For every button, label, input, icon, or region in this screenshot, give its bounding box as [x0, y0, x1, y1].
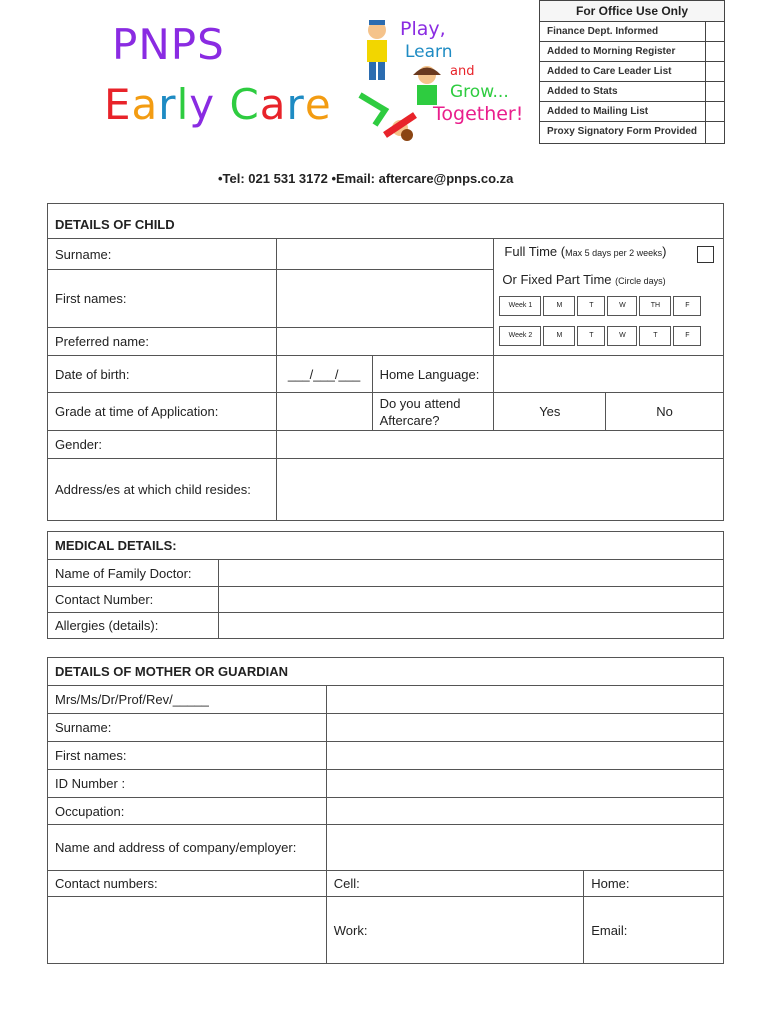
work-field[interactable] [326, 897, 583, 964]
day-option[interactable]: M [543, 326, 575, 346]
contact-numbers-blank [48, 897, 327, 964]
part-time-label: Or Fixed Part Time [502, 272, 612, 287]
aftercare-label: Do you attend Aftercare? [372, 393, 494, 431]
cell-field[interactable] [326, 871, 583, 897]
contact-numbers-label: Contact numbers: [48, 871, 327, 897]
home-language-label: Home Language: [372, 356, 494, 393]
mother-details-table [47, 657, 724, 964]
full-time-checkbox[interactable] [697, 246, 714, 263]
medical-contact-field[interactable] [218, 587, 723, 613]
occupation-field[interactable] [326, 798, 723, 825]
medical-details-table [47, 531, 724, 639]
contact-line: •Tel: 021 531 3172 •Email: aftercare@pnps.co.za [218, 171, 514, 186]
email-field[interactable] [584, 897, 724, 964]
employer-field[interactable] [326, 825, 723, 871]
gender-label: Gender: [48, 431, 277, 459]
logo-early-care: Early Care [104, 80, 332, 129]
office-use-title: For Office Use Only [540, 1, 724, 22]
office-item-label: Added to Mailing List [547, 106, 649, 117]
address-field[interactable] [276, 459, 723, 521]
home-language-field[interactable] [494, 356, 724, 393]
office-checkbox[interactable] [705, 82, 724, 101]
part-time-option [502, 272, 665, 287]
week1-days [499, 296, 703, 316]
week2-days [499, 326, 703, 346]
office-checkbox[interactable] [705, 62, 724, 81]
logo-pnps: PNPS [112, 20, 225, 69]
day-option[interactable]: M [543, 296, 575, 316]
home-field[interactable] [584, 871, 724, 897]
salutation-label: Mrs/Ms/Dr/Prof/Rev/_____ [48, 686, 327, 714]
child-details-table [47, 203, 724, 521]
office-row [540, 42, 724, 62]
email-label: Email: [591, 922, 628, 938]
section-title: DETAILS OF CHILD [48, 204, 724, 239]
office-row [540, 82, 724, 102]
doctor-label: Name of Family Doctor: [48, 560, 219, 587]
section-title: MEDICAL DETAILS: [48, 532, 724, 560]
office-item-label: Finance Dept. Informed [547, 26, 659, 37]
office-checkbox[interactable] [705, 122, 724, 143]
week-label: Week 1 [499, 296, 541, 316]
day-option[interactable]: T [577, 326, 605, 346]
mother-surname-field[interactable] [326, 714, 723, 742]
office-item-label: Added to Care Leader List [547, 66, 672, 77]
office-row [540, 122, 724, 144]
office-checkbox[interactable] [705, 22, 724, 41]
attendance-options [494, 239, 724, 356]
first-names-field[interactable] [276, 270, 494, 328]
full-time-close: ) [662, 244, 667, 259]
aftercare-yes[interactable]: Yes [494, 393, 606, 431]
office-item-label: Proxy Signatory Form Provided [547, 126, 698, 137]
day-option[interactable]: W [607, 296, 637, 316]
mother-surname-label: Surname: [48, 714, 327, 742]
employer-label: Name and address of company/employer: [48, 825, 327, 871]
art-word-learn: Learn [405, 42, 453, 62]
office-row [540, 102, 724, 122]
week-label: Week 2 [499, 326, 541, 346]
art-word-together: Together! [433, 103, 524, 125]
office-row [540, 22, 724, 42]
address-label: Address/es at which child resides: [48, 459, 277, 521]
art-word-and: and [450, 64, 475, 79]
grade-label: Grade at time of Application: [48, 393, 277, 431]
full-time-note: Max 5 days per 2 weeks [565, 248, 663, 258]
preferred-name-label: Preferred name: [48, 328, 277, 356]
surname-label: Surname: [48, 239, 277, 270]
day-option[interactable]: W [607, 326, 637, 346]
cell-label: Cell: [333, 876, 360, 891]
office-use-box [539, 0, 725, 144]
part-time-note: (Circle days) [615, 276, 666, 286]
day-option[interactable]: F [673, 326, 701, 346]
grade-field[interactable] [276, 393, 372, 431]
work-label: Work: [333, 922, 368, 938]
id-number-field[interactable] [326, 770, 723, 798]
dob-field[interactable]: ___/___/___ [276, 356, 372, 393]
mother-first-names-label: First names: [48, 742, 327, 770]
office-checkbox[interactable] [705, 102, 724, 121]
day-option[interactable]: TH [639, 296, 671, 316]
allergies-label: Allergies (details): [48, 613, 219, 639]
office-item-label: Added to Morning Register [547, 46, 676, 57]
doctor-field[interactable] [218, 560, 723, 587]
mother-first-names-field[interactable] [326, 742, 723, 770]
salutation-field[interactable] [326, 686, 723, 714]
id-number-label: ID Number : [48, 770, 327, 798]
day-option[interactable]: F [673, 296, 701, 316]
office-item-label: Added to Stats [547, 86, 618, 97]
office-row [540, 62, 724, 82]
day-option[interactable]: T [577, 296, 605, 316]
home-label: Home: [591, 876, 630, 891]
aftercare-no[interactable]: No [606, 393, 724, 431]
preferred-name-field[interactable] [276, 328, 494, 356]
play-learn-grow-logo [355, 15, 540, 145]
day-option[interactable]: T [639, 326, 671, 346]
first-names-label: First names: [48, 270, 277, 328]
art-word-play: Play, [400, 18, 446, 40]
section-title: DETAILS OF MOTHER OR GUARDIAN [48, 658, 724, 686]
occupation-label: Occupation: [48, 798, 327, 825]
gender-field[interactable] [276, 431, 723, 459]
dob-label: Date of birth: [48, 356, 277, 393]
art-word-grow: Grow... [450, 82, 509, 102]
surname-field[interactable] [276, 239, 494, 270]
allergies-field[interactable] [218, 613, 723, 639]
office-checkbox[interactable] [705, 42, 724, 61]
full-time-label: Full Time ( [504, 244, 566, 259]
full-time-option [504, 244, 666, 259]
medical-contact-label: Contact Number: [48, 587, 219, 613]
